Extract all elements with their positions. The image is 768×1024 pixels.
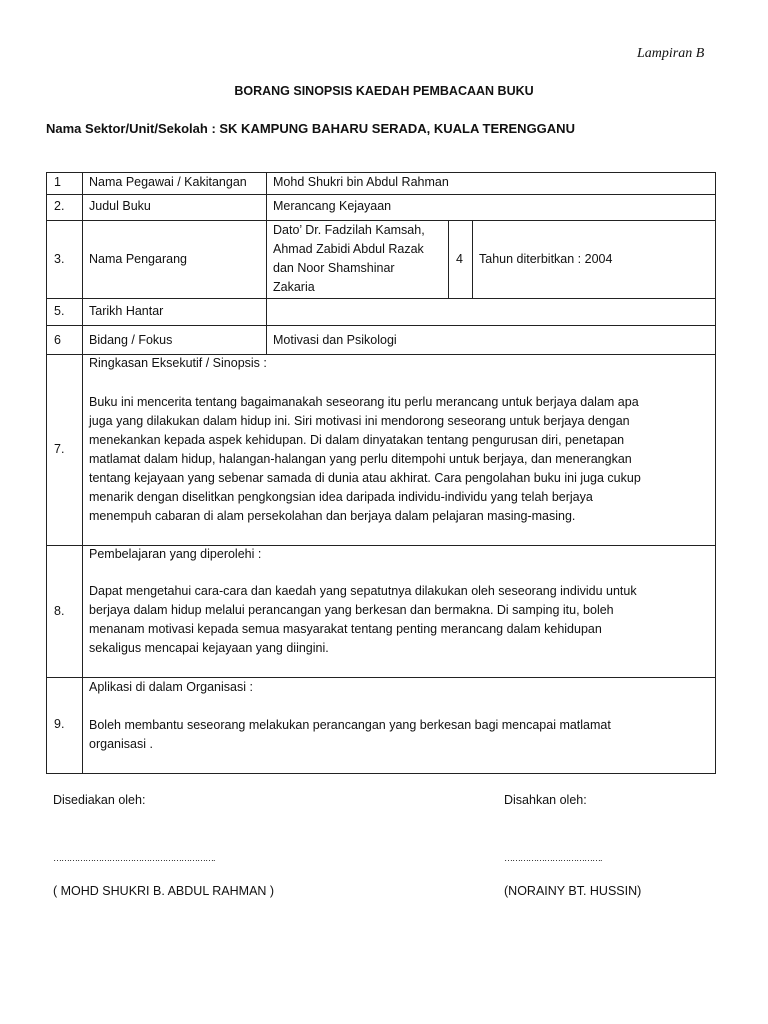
- row-value: Motivasi dan Psikologi: [273, 333, 397, 347]
- text-line: matlamat dalam hidup, halangan-halangan yang perlu ditempohi untuk berjaya, dan menerangkan: [89, 452, 632, 466]
- row-label: Bidang / Fokus: [89, 333, 173, 347]
- row-number: 2.: [54, 199, 65, 213]
- text-line: sekaligus mencapai kejayaan yang diingini.: [89, 641, 329, 655]
- row-number: 6: [54, 333, 61, 347]
- row-number: 7.: [54, 442, 65, 456]
- row-label: Nama Pegawai / Kakitangan: [89, 175, 247, 189]
- author-line: Zakaria: [273, 280, 315, 294]
- row-label: Judul Buku: [89, 199, 151, 213]
- row-number: 1: [54, 175, 61, 189]
- text-line: menekankan kepada aspek kehidupan. Di dalam dinyatakan tentang pengurusan diri, penetapan: [89, 433, 625, 447]
- row-number: 5.: [54, 304, 65, 318]
- row-label: Pembelajaran yang diperolehi :: [89, 547, 262, 561]
- form-title: BORANG SINOPSIS KAEDAH PEMBACAAN BUKU: [234, 84, 534, 98]
- text-line: menanam motivasi kepada semua masyarakat tentang penting merancang dalam kehidupan: [89, 622, 602, 636]
- row-number: 9.: [54, 717, 65, 731]
- author-list: [273, 221, 425, 297]
- appendix-label: Lampiran B: [637, 46, 705, 61]
- text-line: juga yang dilakukan dalam hidup ini. Siri motivasi ini mendorong seseorang untuk berjaya dengan: [89, 414, 630, 428]
- text-line: Dapat mengetahui cara-cara dan kaedah yang sepatutnya dilakukan oleh seseorang individu untuk: [89, 584, 637, 598]
- row-label: Ringkasan Eksekutif / Sinopsis :: [89, 356, 267, 370]
- approved-name: (NORAINY BT. HUSSIN): [504, 884, 642, 898]
- text-line: Boleh membantu seseorang melakukan perancangan yang berkesan bagi mencapai matlamat: [89, 718, 611, 732]
- row-label: Tarikh Hantar: [89, 304, 164, 318]
- author-line: Ahmad Zabidi Abdul Razak: [273, 242, 424, 256]
- row-value: Merancang Kejayaan: [273, 199, 392, 213]
- prepared-name: ( MOHD SHUKRI B. ABDUL RAHMAN ): [53, 884, 275, 898]
- row-number: 4: [456, 252, 463, 266]
- text-line: tentang kejayaan yang sebenar samada di dunia atau akhirat. Cara pengolahan buku ini juga cukup: [89, 471, 641, 485]
- row-number: 3.: [54, 252, 65, 266]
- row-number: 8.: [54, 604, 65, 618]
- application-text: [89, 716, 611, 754]
- year-published: Tahun diterbitkan : 2004: [479, 252, 613, 266]
- approved-label: Disahkan oleh:: [504, 793, 587, 807]
- row-label: Aplikasi di dalam Organisasi :: [89, 680, 253, 694]
- text-line: menarik dengan diselitkan pengkongsian idea daripada individu-individu yang telah berjaya: [89, 490, 593, 504]
- sector-line: Nama Sektor/Unit/Sekolah : SK KAMPUNG BAHARU SERADA, KUALA TERENGGANU: [46, 121, 575, 136]
- row-value: Mohd Shukri bin Abdul Rahman: [273, 175, 449, 189]
- author-line: dan Noor Shamshinar: [273, 261, 395, 275]
- text-line: organisasi .: [89, 737, 153, 751]
- synopsis-text: [89, 393, 641, 526]
- author-line: Dato’ Dr. Fadzilah Kamsah,: [273, 223, 425, 237]
- prepared-label: Disediakan oleh:: [53, 793, 146, 807]
- text-line: menempuh cabaran di alam persekolahan dan berjaya dalam pelajaran masing-masing.: [89, 509, 576, 523]
- learning-text: [89, 582, 637, 658]
- signature-line: ……………………………….: [504, 853, 602, 863]
- text-line: Buku ini mencerita tentang bagaimanakah seseorang itu perlu merancang untuk berjaya dalam apa: [89, 395, 639, 409]
- text-line: berjaya dalam hidup melalui perancangan yang berkesan dan bermakna. Di samping itu, boleh: [89, 603, 614, 617]
- row-label: Nama Pengarang: [89, 252, 187, 266]
- signature-line: …………………………………………………….: [53, 853, 215, 863]
